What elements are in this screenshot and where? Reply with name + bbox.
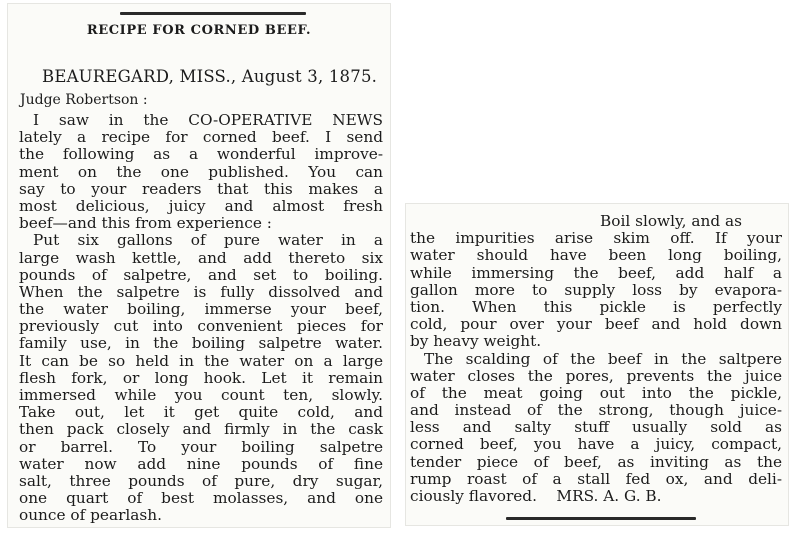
headline: RECIPE FOR CORNED BEEF. [86, 23, 312, 38]
text-line: It can be so held in the water on a large [19, 351, 383, 370]
text-line: water should have been long boiling, [410, 246, 782, 265]
text-line: the following as a wonderful improve- [19, 145, 383, 164]
text-line: previously cut into convenient pieces for [19, 317, 383, 336]
text-line: gallon more to supply loss by evapora- [410, 280, 782, 299]
salutation: Judge Robertson : [20, 92, 148, 108]
text-line: say to your readers that this makes a [19, 179, 383, 198]
text-line: corned beef, you have a juicy, compact, [410, 435, 782, 454]
text-line: one quart of best molasses, and one [19, 489, 383, 508]
text-line: family use, in the boiling salpetre water. [19, 334, 383, 353]
bottom-rule [506, 517, 696, 520]
text-line: beef—and this from experience : [19, 214, 272, 233]
text-line: water now add nine pounds of fine [19, 454, 383, 473]
left-column-text [19, 112, 383, 525]
text-line: and instead of the strong, though juice- [410, 401, 782, 420]
text-line: When the salpetre is fully dissolved and [19, 282, 383, 301]
text-line: water closes the pores, prevents the juice [410, 366, 782, 385]
text-line: the water boiling, immerse your beef, [19, 300, 383, 319]
text-line: while immersing the beef, add half a [410, 263, 782, 282]
text-line: by heavy weight. [410, 332, 542, 351]
text-line: Put six gallons of pure water in a [33, 231, 383, 250]
text-line: the impurities arise skim off. If your [410, 229, 782, 248]
text-line: lately a recipe for corned beef. I send [19, 128, 383, 147]
text-line: salt, three pounds of pure, dry sugar, [19, 471, 383, 490]
clipping-left-column [8, 4, 390, 527]
text-line: Take out, let it get quite cold, and [19, 403, 383, 422]
text-line: large wash kettle, and add thereto six [19, 248, 383, 267]
clipping-right-column [406, 204, 788, 525]
text-line: immersed while you count ten, slowly. [19, 386, 383, 404]
text-line: The scalding of the beef in the saltpere [424, 349, 782, 368]
text-line: tion. When this pickle is perfectly [410, 297, 782, 316]
top-rule [120, 12, 306, 15]
text-line: most delicious, juicy and almost fresh [19, 196, 383, 215]
text-line: ounce of pearlash. [19, 506, 162, 525]
text-line: I saw in the CO-OPERATIVE NEWS [33, 111, 383, 129]
text-line: flesh fork, or long hook. Let it remain [19, 368, 383, 387]
right-column-text [410, 213, 782, 505]
text-line: or barrel. To your boiling salpetre [19, 437, 383, 456]
text-line: of the meat going out into the pickle, [410, 383, 782, 402]
text-line: tender piece of beef, as inviting as the [410, 452, 782, 471]
text-line: ciously flavored. MRS. A. G. B. [410, 487, 662, 505]
text-line: rump roast of a stall fed ox, and deli- [410, 469, 782, 488]
text-line: pounds of salpetre, and set to boiling. [19, 265, 383, 284]
text-line: less and salty stuff usually sold as [410, 418, 782, 437]
dateline: BEAUREGARD, MISS., August 3, 1875. [42, 67, 378, 86]
text-line: cold, pour over your beef and hold down [410, 315, 782, 334]
text-line: then pack closely and firmly in the cask [19, 420, 383, 439]
text-line: Boil slowly, and as [600, 212, 742, 230]
text-line: ment on the one published. You can [19, 162, 383, 181]
